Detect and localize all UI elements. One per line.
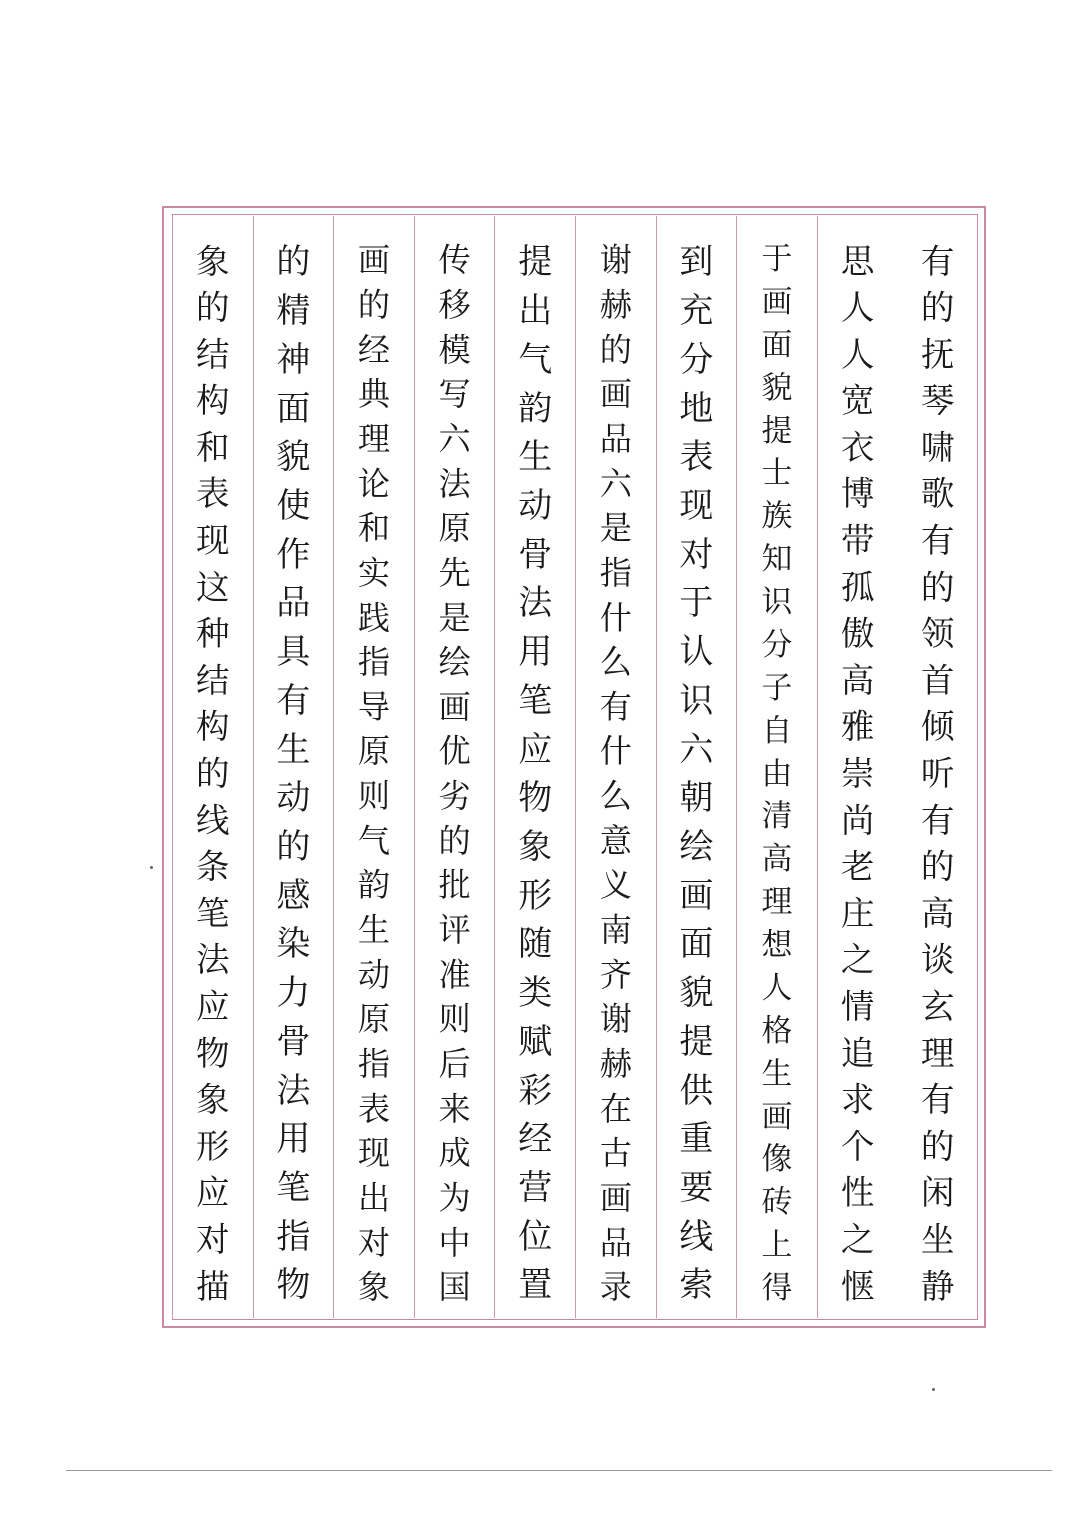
character: 形 bbox=[518, 875, 553, 916]
text-column bbox=[494, 216, 575, 1318]
character: 骨 bbox=[518, 534, 553, 575]
character: 义 bbox=[599, 866, 632, 905]
character: 领 bbox=[920, 614, 955, 654]
character: 象 bbox=[357, 1268, 391, 1307]
character: 的 bbox=[276, 242, 311, 283]
character: 具 bbox=[276, 632, 311, 673]
character: 有 bbox=[599, 687, 632, 726]
character: 画 bbox=[679, 875, 714, 916]
character: 品 bbox=[599, 1223, 632, 1262]
character: 人 bbox=[840, 334, 875, 374]
character: 提 bbox=[679, 1021, 714, 1062]
character: 谢 bbox=[599, 241, 632, 280]
character: 营 bbox=[518, 1168, 553, 1209]
character: 原 bbox=[357, 732, 391, 771]
character: 构 bbox=[196, 381, 230, 421]
character: 在 bbox=[599, 1089, 632, 1128]
character: 砖 bbox=[761, 1184, 793, 1221]
character: 法 bbox=[276, 1070, 311, 1111]
character: 优 bbox=[438, 732, 471, 771]
character: 索 bbox=[679, 1265, 714, 1306]
character: 准 bbox=[438, 955, 471, 994]
character: 精 bbox=[276, 291, 311, 332]
character: 位 bbox=[518, 1216, 553, 1257]
character: 的 bbox=[357, 285, 391, 324]
character: 谢 bbox=[599, 1000, 632, 1039]
character: 绘 bbox=[438, 643, 471, 682]
character: 作 bbox=[276, 534, 311, 575]
character: 和 bbox=[196, 427, 230, 467]
character: 中 bbox=[438, 1223, 471, 1262]
character: 置 bbox=[518, 1265, 553, 1306]
character: 貌 bbox=[761, 369, 793, 406]
character: 歌 bbox=[920, 474, 955, 514]
character: 宽 bbox=[840, 381, 875, 421]
character: 生 bbox=[357, 911, 391, 950]
character: 的 bbox=[196, 754, 230, 794]
character: 惬 bbox=[840, 1266, 875, 1306]
character: 对 bbox=[357, 1223, 391, 1262]
character: 赋 bbox=[518, 1021, 553, 1062]
character: 法 bbox=[438, 464, 471, 503]
character: 对 bbox=[679, 534, 714, 575]
character: 为 bbox=[438, 1179, 471, 1218]
character: 气 bbox=[518, 339, 553, 380]
character: 用 bbox=[518, 632, 553, 673]
character: 赫 bbox=[599, 1045, 632, 1084]
speck bbox=[932, 1388, 935, 1391]
character: 物 bbox=[518, 778, 553, 819]
character: 充 bbox=[679, 291, 714, 332]
character: 经 bbox=[518, 1119, 553, 1160]
character: 写 bbox=[438, 375, 471, 414]
text-column bbox=[897, 216, 978, 1318]
character: 分 bbox=[679, 339, 714, 380]
character: 线 bbox=[196, 800, 230, 840]
character: 传 bbox=[438, 241, 471, 280]
character: 构 bbox=[196, 707, 230, 747]
character: 于 bbox=[761, 241, 793, 277]
character: 绘 bbox=[679, 826, 714, 867]
character: 用 bbox=[276, 1119, 311, 1160]
character: 动 bbox=[357, 955, 391, 994]
character: 像 bbox=[761, 1141, 793, 1178]
character: 孤 bbox=[840, 567, 875, 607]
character: 则 bbox=[438, 1000, 471, 1039]
character: 理 bbox=[357, 419, 391, 458]
character: 指 bbox=[357, 643, 391, 682]
character: 劣 bbox=[438, 777, 471, 816]
character: 雅 bbox=[840, 707, 875, 747]
character: 提 bbox=[761, 412, 793, 449]
character: 现 bbox=[357, 1134, 391, 1173]
text-column bbox=[333, 216, 414, 1318]
character: 批 bbox=[438, 866, 471, 905]
character: 论 bbox=[357, 464, 391, 503]
character: 应 bbox=[196, 1173, 230, 1213]
character: 老 bbox=[840, 847, 875, 887]
character: 高 bbox=[840, 660, 875, 700]
character: 倾 bbox=[920, 707, 955, 747]
character: 原 bbox=[357, 1000, 391, 1039]
character: 坐 bbox=[920, 1219, 955, 1259]
speck bbox=[150, 866, 153, 869]
character: 画 bbox=[761, 283, 793, 320]
character: 格 bbox=[761, 1012, 793, 1049]
character: 移 bbox=[438, 285, 471, 324]
character: 庄 bbox=[840, 893, 875, 933]
character: 族 bbox=[761, 498, 793, 535]
character: 求 bbox=[840, 1080, 875, 1120]
character: 六 bbox=[599, 464, 632, 503]
character: 傲 bbox=[840, 614, 875, 654]
character: 由 bbox=[761, 755, 793, 792]
character: 有 bbox=[920, 521, 955, 561]
character: 结 bbox=[196, 334, 230, 374]
character: 评 bbox=[438, 911, 471, 950]
character: 提 bbox=[518, 242, 553, 283]
character: 追 bbox=[840, 1033, 875, 1073]
character: 有 bbox=[276, 680, 311, 721]
character: 的 bbox=[920, 567, 955, 607]
character: 南 bbox=[599, 911, 632, 950]
character: 六 bbox=[438, 419, 471, 458]
character: 画 bbox=[599, 1179, 632, 1218]
character: 得 bbox=[761, 1270, 793, 1306]
character: 生 bbox=[761, 1055, 793, 1092]
character: 随 bbox=[518, 924, 553, 965]
character: 听 bbox=[920, 754, 955, 794]
text-column bbox=[414, 216, 495, 1318]
character: 象 bbox=[196, 1080, 230, 1120]
character: 彩 bbox=[518, 1070, 553, 1111]
character: 到 bbox=[679, 242, 714, 283]
character: 画 bbox=[357, 241, 391, 280]
character: 表 bbox=[196, 474, 230, 514]
character: 的 bbox=[196, 288, 230, 328]
character: 力 bbox=[276, 973, 311, 1014]
character: 神 bbox=[276, 339, 311, 380]
character: 高 bbox=[761, 841, 793, 878]
character: 动 bbox=[276, 778, 311, 819]
character: 应 bbox=[196, 987, 230, 1027]
character: 形 bbox=[196, 1126, 230, 1166]
character: 的 bbox=[920, 1126, 955, 1166]
character: 闲 bbox=[920, 1173, 955, 1213]
character: 结 bbox=[196, 660, 230, 700]
character: 么 bbox=[599, 643, 632, 682]
character: 画 bbox=[761, 1098, 793, 1135]
character: 人 bbox=[840, 288, 875, 328]
character: 气 bbox=[357, 821, 391, 860]
character: 人 bbox=[761, 969, 793, 1006]
character: 琴 bbox=[920, 381, 955, 421]
character: 抚 bbox=[920, 334, 955, 374]
character: 来 bbox=[438, 1089, 471, 1128]
character: 出 bbox=[518, 291, 553, 332]
character: 应 bbox=[518, 729, 553, 770]
character: 成 bbox=[438, 1134, 471, 1173]
character: 的 bbox=[599, 330, 632, 369]
character: 生 bbox=[276, 729, 311, 770]
character: 原 bbox=[438, 509, 471, 548]
character: 现 bbox=[196, 521, 230, 561]
character: 静 bbox=[920, 1266, 955, 1306]
character: 韵 bbox=[518, 388, 553, 429]
character: 践 bbox=[357, 598, 391, 637]
character: 有 bbox=[920, 1080, 955, 1120]
character: 类 bbox=[518, 973, 553, 1014]
character: 识 bbox=[679, 680, 714, 721]
character: 韵 bbox=[357, 866, 391, 905]
character: 线 bbox=[679, 1216, 714, 1257]
character: 条 bbox=[196, 847, 230, 887]
character: 染 bbox=[276, 924, 311, 965]
character: 地 bbox=[679, 388, 714, 429]
character: 出 bbox=[357, 1179, 391, 1218]
character: 则 bbox=[357, 777, 391, 816]
character: 法 bbox=[518, 583, 553, 624]
character: 的 bbox=[920, 288, 955, 328]
character: 模 bbox=[438, 330, 471, 369]
character: 要 bbox=[679, 1168, 714, 1209]
character: 后 bbox=[438, 1045, 471, 1084]
character: 使 bbox=[276, 485, 311, 526]
character: 思 bbox=[840, 241, 875, 281]
character: 之 bbox=[840, 940, 875, 980]
text-column bbox=[172, 216, 253, 1318]
character: 种 bbox=[196, 614, 230, 654]
character: 画 bbox=[438, 687, 471, 726]
character: 知 bbox=[761, 541, 793, 578]
character: 典 bbox=[357, 375, 391, 414]
character: 生 bbox=[518, 437, 553, 478]
text-column bbox=[817, 216, 898, 1318]
character: 导 bbox=[357, 687, 391, 726]
character: 高 bbox=[920, 893, 955, 933]
character: 象 bbox=[518, 826, 553, 867]
character: 认 bbox=[679, 632, 714, 673]
text-column bbox=[656, 216, 737, 1318]
character: 和 bbox=[357, 509, 391, 548]
character: 衣 bbox=[840, 427, 875, 467]
character: 赫 bbox=[599, 285, 632, 324]
character: 崇 bbox=[840, 754, 875, 794]
character: 朝 bbox=[679, 778, 714, 819]
character: 现 bbox=[679, 485, 714, 526]
character: 带 bbox=[840, 521, 875, 561]
character: 面 bbox=[761, 326, 793, 363]
character: 有 bbox=[920, 241, 955, 281]
footer-rule bbox=[66, 1470, 1052, 1471]
character: 自 bbox=[761, 712, 793, 749]
character: 什 bbox=[599, 598, 632, 637]
character: 骨 bbox=[276, 1021, 311, 1062]
character: 面 bbox=[276, 388, 311, 429]
character: 供 bbox=[679, 1070, 714, 1111]
character: 感 bbox=[276, 875, 311, 916]
character: 啸 bbox=[920, 427, 955, 467]
character: 意 bbox=[599, 821, 632, 860]
character: 指 bbox=[599, 553, 632, 592]
character: 笔 bbox=[196, 893, 230, 933]
character: 法 bbox=[196, 940, 230, 980]
character: 于 bbox=[679, 583, 714, 624]
character: 情 bbox=[840, 987, 875, 1027]
character: 对 bbox=[196, 1219, 230, 1259]
character: 物 bbox=[196, 1033, 230, 1073]
character: 理 bbox=[761, 884, 793, 921]
character: 貌 bbox=[679, 973, 714, 1014]
character: 的 bbox=[920, 847, 955, 887]
character: 指 bbox=[276, 1216, 311, 1257]
character: 士 bbox=[761, 455, 793, 492]
character: 表 bbox=[357, 1089, 391, 1128]
character: 物 bbox=[276, 1265, 311, 1306]
character: 想 bbox=[761, 927, 793, 963]
character: 是 bbox=[438, 598, 471, 637]
character: 有 bbox=[920, 800, 955, 840]
character: 貌 bbox=[276, 437, 311, 478]
text-column bbox=[253, 216, 334, 1318]
character: 国 bbox=[438, 1268, 471, 1307]
character: 象 bbox=[196, 241, 230, 281]
character: 个 bbox=[840, 1126, 875, 1166]
character: 尚 bbox=[840, 800, 875, 840]
character: 上 bbox=[761, 1227, 793, 1264]
character: 品 bbox=[276, 583, 311, 624]
character: 动 bbox=[518, 485, 553, 526]
character: 理 bbox=[920, 1033, 955, 1073]
character: 面 bbox=[679, 924, 714, 965]
character: 分 bbox=[761, 626, 793, 663]
character: 的 bbox=[276, 826, 311, 867]
character: 首 bbox=[920, 660, 955, 700]
character: 指 bbox=[357, 1045, 391, 1084]
character: 古 bbox=[599, 1134, 632, 1173]
character: 笔 bbox=[276, 1168, 311, 1209]
character: 么 bbox=[599, 777, 632, 816]
character: 重 bbox=[679, 1119, 714, 1160]
character: 什 bbox=[599, 732, 632, 771]
character: 的 bbox=[438, 821, 471, 860]
character: 描 bbox=[196, 1266, 230, 1306]
character: 笔 bbox=[518, 680, 553, 721]
character: 博 bbox=[840, 474, 875, 514]
character: 先 bbox=[438, 553, 471, 592]
character: 性 bbox=[840, 1173, 875, 1213]
character: 子 bbox=[761, 669, 793, 706]
character: 谈 bbox=[920, 940, 955, 980]
text-column bbox=[736, 216, 817, 1318]
text-column bbox=[575, 216, 656, 1318]
character: 清 bbox=[761, 798, 793, 835]
character: 品 bbox=[599, 419, 632, 458]
character: 这 bbox=[196, 567, 230, 607]
character: 玄 bbox=[920, 987, 955, 1027]
character: 是 bbox=[599, 509, 632, 548]
character: 之 bbox=[840, 1219, 875, 1259]
character: 表 bbox=[679, 437, 714, 478]
character: 六 bbox=[679, 729, 714, 770]
character: 齐 bbox=[599, 955, 632, 994]
character: 经 bbox=[357, 330, 391, 369]
character: 画 bbox=[599, 375, 632, 414]
character: 录 bbox=[599, 1268, 632, 1307]
character: 实 bbox=[357, 553, 391, 592]
character: 识 bbox=[761, 584, 793, 620]
